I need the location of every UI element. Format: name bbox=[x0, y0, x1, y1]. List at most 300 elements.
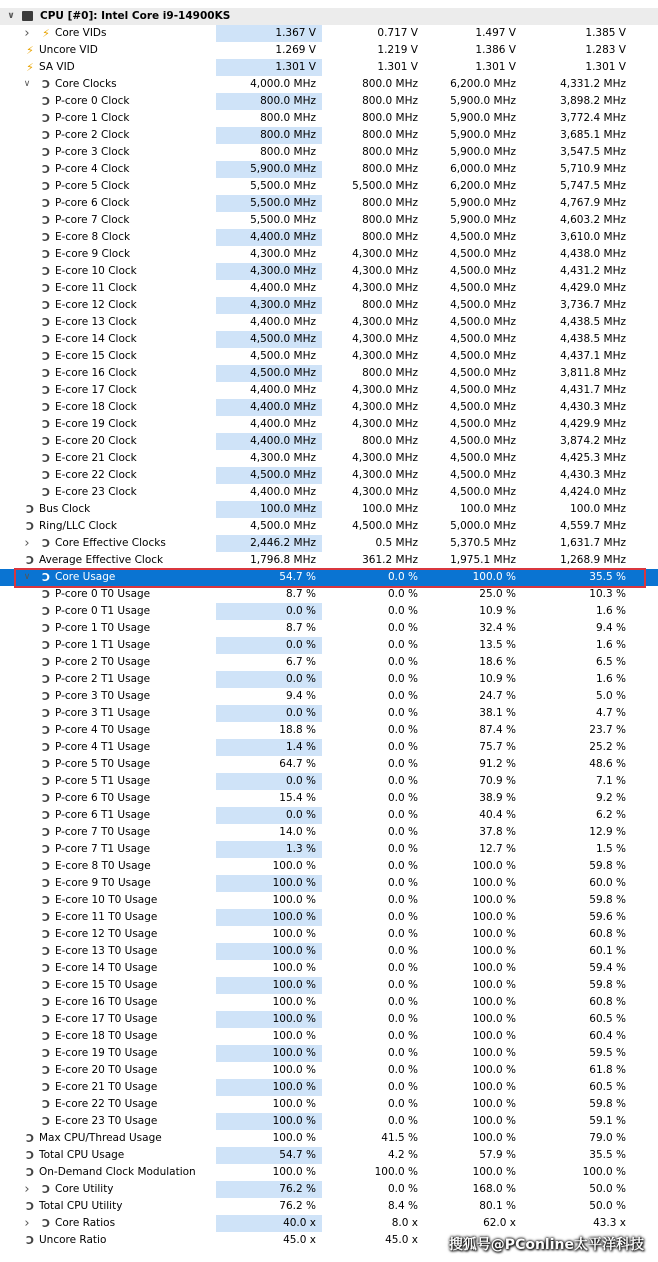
value-average: 1.385 V bbox=[585, 27, 626, 39]
value-average: 6.5 % bbox=[595, 656, 626, 668]
sensor-row-total-cpu-usage[interactable] bbox=[0, 1147, 658, 1164]
value-maximum: 6,200.0 MHz bbox=[450, 180, 516, 192]
value-current: 6.7 % bbox=[285, 656, 316, 668]
value-average: 60.5 % bbox=[589, 1013, 626, 1025]
sensor-row-e-core-21-clock[interactable] bbox=[0, 450, 658, 467]
sensor-name: E-core 12 T0 Usage bbox=[55, 928, 158, 940]
sensor-row-e-core-11-t0-usage[interactable] bbox=[0, 909, 658, 926]
clock-sensor-icon: Ɔ bbox=[41, 894, 51, 907]
sensor-row-p-core-0-t1-usage[interactable] bbox=[0, 603, 658, 620]
value-average: 4,431.2 MHz bbox=[560, 265, 626, 277]
value-current: 4,300.0 MHz bbox=[216, 263, 322, 280]
sensor-name: E-core 21 Clock bbox=[55, 452, 137, 464]
value-maximum: 100.0 % bbox=[472, 877, 516, 889]
value-average: 9.4 % bbox=[595, 622, 626, 634]
value-maximum: 100.0 % bbox=[472, 945, 516, 957]
value-current: 4,400.0 MHz bbox=[216, 433, 322, 450]
sensor-row-p-core-4-clock[interactable] bbox=[0, 161, 658, 178]
sensor-name: P-core 4 Clock bbox=[55, 163, 130, 175]
clock-sensor-icon: Ɔ bbox=[41, 979, 51, 992]
sensor-row-p-core-6-clock[interactable] bbox=[0, 195, 658, 212]
sensor-row-uncore-vid[interactable] bbox=[0, 42, 658, 59]
value-maximum: 100.0 % bbox=[472, 1030, 516, 1042]
clock-sensor-icon: Ɔ bbox=[41, 95, 51, 108]
sensor-row-e-core-13-clock[interactable] bbox=[0, 314, 658, 331]
sensor-row-e-core-8-t0-usage[interactable] bbox=[0, 858, 658, 875]
sensor-name: E-core 23 Clock bbox=[55, 486, 137, 498]
sensor-name: E-core 8 Clock bbox=[55, 231, 131, 243]
value-average: 60.4 % bbox=[589, 1030, 626, 1042]
value-maximum: 5,900.0 MHz bbox=[450, 95, 516, 107]
value-average: 4,438.0 MHz bbox=[560, 248, 626, 260]
sensor-group-title: CPU [#0]: Intel Core i9-14900KS bbox=[40, 10, 231, 22]
chevron-right-icon[interactable]: › bbox=[24, 1182, 30, 1197]
value-average: 100.0 % bbox=[582, 1166, 626, 1178]
value-current: 100.0 % bbox=[216, 1079, 322, 1096]
sensor-name: E-core 11 T0 Usage bbox=[55, 911, 158, 923]
sensor-row-p-core-3-clock[interactable] bbox=[0, 144, 658, 161]
value-minimum: 4,300.0 MHz bbox=[352, 248, 418, 260]
value-current: 0.0 % bbox=[216, 603, 322, 620]
sensor-row-p-core-6-t1-usage[interactable] bbox=[0, 807, 658, 824]
value-maximum: 1.301 V bbox=[475, 61, 516, 73]
value-current: 100.0 % bbox=[216, 875, 322, 892]
clock-sensor-icon: Ɔ bbox=[41, 1013, 51, 1026]
value-minimum: 0.0 % bbox=[387, 1013, 418, 1025]
value-average: 4,430.3 MHz bbox=[560, 401, 626, 413]
value-minimum: 8.4 % bbox=[387, 1200, 418, 1212]
sensor-row-p-core-2-clock[interactable] bbox=[0, 127, 658, 144]
clock-sensor-icon: Ɔ bbox=[41, 1098, 51, 1111]
value-average: 23.7 % bbox=[589, 724, 626, 736]
clock-sensor-icon: Ɔ bbox=[41, 180, 51, 193]
sensor-row-p-core-0-t0-usage[interactable] bbox=[0, 586, 658, 603]
value-minimum: 0.0 % bbox=[387, 1064, 418, 1076]
sensor-name: Average Effective Clock bbox=[39, 554, 164, 566]
clock-sensor-icon: Ɔ bbox=[41, 112, 51, 125]
value-average: 3,898.2 MHz bbox=[560, 95, 626, 107]
value-average: 3,547.5 MHz bbox=[560, 146, 626, 158]
sensor-name: P-core 2 T1 Usage bbox=[55, 673, 151, 685]
value-minimum: 4,300.0 MHz bbox=[352, 333, 418, 345]
value-maximum: 6,000.0 MHz bbox=[450, 163, 516, 175]
sensor-row-p-core-7-clock[interactable] bbox=[0, 212, 658, 229]
sensor-row-e-core-11-clock[interactable] bbox=[0, 280, 658, 297]
value-minimum: 800.0 MHz bbox=[362, 112, 418, 124]
value-average: 59.8 % bbox=[589, 894, 626, 906]
value-current: 1.367 V bbox=[216, 25, 322, 42]
sensor-name: P-core 5 Clock bbox=[55, 180, 130, 192]
sensor-name: E-core 20 Clock bbox=[55, 435, 137, 447]
sensor-name: P-core 4 T1 Usage bbox=[55, 741, 151, 753]
sensor-row-p-core-2-t1-usage[interactable] bbox=[0, 671, 658, 688]
value-minimum: 0.0 % bbox=[387, 673, 418, 685]
value-average: 4,331.2 MHz bbox=[560, 78, 626, 90]
sensor-name: P-core 0 T1 Usage bbox=[55, 605, 151, 617]
sensor-row-e-core-15-t0-usage[interactable] bbox=[0, 977, 658, 994]
sensor-row-total-cpu-utility[interactable] bbox=[0, 1198, 658, 1215]
sensor-row-e-core-14-t0-usage[interactable] bbox=[0, 960, 658, 977]
clock-sensor-icon: Ɔ bbox=[41, 248, 51, 261]
sensor-row-e-core-12-t0-usage[interactable] bbox=[0, 926, 658, 943]
value-average: 48.6 % bbox=[589, 758, 626, 770]
value-current: 4,500.0 MHz bbox=[250, 350, 316, 362]
value-maximum: 4,500.0 MHz bbox=[450, 452, 516, 464]
value-current: 100.0 % bbox=[216, 943, 322, 960]
sensor-row-p-core-5-t1-usage[interactable] bbox=[0, 773, 658, 790]
value-current: 100.0 % bbox=[272, 894, 316, 906]
clock-sensor-icon: Ɔ bbox=[41, 452, 51, 465]
value-maximum: 4,500.0 MHz bbox=[450, 333, 516, 345]
sensor-row-p-core-4-t0-usage[interactable] bbox=[0, 722, 658, 739]
sensor-name: SA VID bbox=[39, 61, 75, 73]
value-minimum: 8.0 x bbox=[391, 1217, 418, 1229]
sensor-name: Core Utility bbox=[55, 1183, 114, 1195]
value-maximum: 57.9 % bbox=[479, 1149, 516, 1161]
sensor-name: P-core 2 T0 Usage bbox=[55, 656, 151, 668]
value-maximum: 100.0 % bbox=[472, 1013, 516, 1025]
clock-sensor-icon: Ɔ bbox=[41, 911, 51, 924]
sensor-name: Ring/LLC Clock bbox=[39, 520, 117, 532]
sensor-name: Core Effective Clocks bbox=[55, 537, 166, 549]
sensor-row-e-core-19-t0-usage[interactable] bbox=[0, 1045, 658, 1062]
sensor-name: P-core 4 T0 Usage bbox=[55, 724, 151, 736]
value-minimum: 4,300.0 MHz bbox=[352, 384, 418, 396]
value-current: 800.0 MHz bbox=[216, 127, 322, 144]
value-current: 1.269 V bbox=[275, 44, 316, 56]
clock-sensor-icon: Ɔ bbox=[41, 843, 51, 856]
value-current: 2,446.2 MHz bbox=[216, 535, 322, 552]
sensor-row-p-core-2-t0-usage[interactable] bbox=[0, 654, 658, 671]
sensor-name: P-core 0 T0 Usage bbox=[55, 588, 151, 600]
value-minimum: 4,300.0 MHz bbox=[352, 350, 418, 362]
clock-sensor-icon: Ɔ bbox=[41, 1047, 51, 1060]
sensor-row-e-core-23-clock[interactable] bbox=[0, 484, 658, 501]
clock-sensor-icon: Ɔ bbox=[41, 690, 51, 703]
clock-sensor-icon: Ɔ bbox=[41, 401, 51, 414]
sensor-row-p-core-1-clock[interactable] bbox=[0, 110, 658, 127]
value-maximum: 25.0 % bbox=[479, 588, 516, 600]
value-maximum: 1,975.1 MHz bbox=[450, 554, 516, 566]
clock-sensor-icon: Ɔ bbox=[41, 367, 51, 380]
sensor-name: Bus Clock bbox=[39, 503, 91, 515]
sensor-row-e-core-18-clock[interactable] bbox=[0, 399, 658, 416]
sensor-name: P-core 6 T1 Usage bbox=[55, 809, 151, 821]
value-minimum: 1.219 V bbox=[377, 44, 418, 56]
value-minimum: 0.0 % bbox=[387, 962, 418, 974]
clock-sensor-icon: Ɔ bbox=[41, 537, 51, 550]
value-maximum: 4,500.0 MHz bbox=[450, 282, 516, 294]
value-current: 76.2 % bbox=[216, 1181, 322, 1198]
value-minimum: 1.301 V bbox=[377, 61, 418, 73]
value-current: 1.301 V bbox=[216, 59, 322, 76]
value-current: 100.0 % bbox=[216, 1011, 322, 1028]
sensor-row-core-clocks[interactable] bbox=[0, 76, 658, 93]
clock-sensor-icon: Ɔ bbox=[41, 129, 51, 142]
sensor-row-core-ratios[interactable] bbox=[0, 1215, 658, 1232]
clock-sensor-icon: Ɔ bbox=[41, 945, 51, 958]
sensor-row-p-core-3-t0-usage[interactable] bbox=[0, 688, 658, 705]
value-average: 100.0 MHz bbox=[570, 503, 626, 515]
sensor-row-e-core-23-t0-usage[interactable] bbox=[0, 1113, 658, 1130]
value-current: 100.0 % bbox=[272, 1166, 316, 1178]
sensor-row-p-core-3-t1-usage[interactable] bbox=[0, 705, 658, 722]
value-average: 4,767.9 MHz bbox=[560, 197, 626, 209]
value-minimum: 0.0 % bbox=[387, 741, 418, 753]
value-current: 4,300.0 MHz bbox=[216, 297, 322, 314]
value-minimum: 4,300.0 MHz bbox=[352, 282, 418, 294]
sensor-row-p-core-6-t0-usage[interactable] bbox=[0, 790, 658, 807]
sensor-row-e-core-16-t0-usage[interactable] bbox=[0, 994, 658, 1011]
value-minimum: 0.0 % bbox=[387, 775, 418, 787]
sensor-row-p-core-1-t1-usage[interactable] bbox=[0, 637, 658, 654]
sensor-name: E-core 13 T0 Usage bbox=[55, 945, 158, 957]
sensor-name: P-core 0 Clock bbox=[55, 95, 130, 107]
sensor-name: Total CPU Utility bbox=[39, 1200, 123, 1212]
sensor-row-e-core-22-t0-usage[interactable] bbox=[0, 1096, 658, 1113]
value-current: 4,400.0 MHz bbox=[216, 229, 322, 246]
sensor-name: E-core 22 T0 Usage bbox=[55, 1098, 158, 1110]
sensor-row-core-usage[interactable] bbox=[0, 569, 658, 586]
sensor-row-e-core-19-clock[interactable] bbox=[0, 416, 658, 433]
sensor-name: Total CPU Usage bbox=[39, 1149, 125, 1161]
sensor-row-e-core-22-clock[interactable] bbox=[0, 467, 658, 484]
value-minimum: 800.0 MHz bbox=[362, 129, 418, 141]
sensor-row-e-core-16-clock[interactable] bbox=[0, 365, 658, 382]
value-maximum: 5,370.5 MHz bbox=[450, 537, 516, 549]
sensor-name: E-core 23 T0 Usage bbox=[55, 1115, 158, 1127]
sensor-row-e-core-8-clock[interactable] bbox=[0, 229, 658, 246]
sensor-row-e-core-21-t0-usage[interactable] bbox=[0, 1079, 658, 1096]
value-maximum: 168.0 % bbox=[472, 1183, 516, 1195]
value-minimum: 800.0 MHz bbox=[362, 435, 418, 447]
sensor-row-e-core-14-clock[interactable] bbox=[0, 331, 658, 348]
value-average: 4,438.5 MHz bbox=[560, 333, 626, 345]
value-current: 0.0 % bbox=[216, 705, 322, 722]
clock-sensor-icon: Ɔ bbox=[41, 333, 51, 346]
clock-sensor-icon: Ɔ bbox=[41, 962, 51, 975]
value-average: 3,772.4 MHz bbox=[560, 112, 626, 124]
clock-sensor-icon: Ɔ bbox=[41, 214, 51, 227]
value-average: 35.5 % bbox=[589, 1149, 626, 1161]
sensor-row-e-core-9-clock[interactable] bbox=[0, 246, 658, 263]
value-minimum: 0.0 % bbox=[387, 945, 418, 957]
sensor-row-e-core-18-t0-usage[interactable] bbox=[0, 1028, 658, 1045]
value-average: 61.8 % bbox=[589, 1064, 626, 1076]
value-average: 9.2 % bbox=[595, 792, 626, 804]
sensor-row-e-core-17-clock[interactable] bbox=[0, 382, 658, 399]
chevron-right-icon[interactable]: › bbox=[24, 536, 30, 551]
value-maximum: 100.0 % bbox=[472, 996, 516, 1008]
value-current: 4,400.0 MHz bbox=[216, 399, 322, 416]
sensor-name: E-core 17 T0 Usage bbox=[55, 1013, 158, 1025]
value-minimum: 0.0 % bbox=[387, 622, 418, 634]
sensor-row-e-core-15-clock[interactable] bbox=[0, 348, 658, 365]
value-minimum: 800.0 MHz bbox=[362, 299, 418, 311]
sensor-name: P-core 3 T1 Usage bbox=[55, 707, 151, 719]
clock-sensor-icon: Ɔ bbox=[41, 146, 51, 159]
sensor-row-core-utility[interactable] bbox=[0, 1181, 658, 1198]
value-maximum: 100.0 % bbox=[472, 1081, 516, 1093]
value-maximum: 4,500.0 MHz bbox=[450, 265, 516, 277]
clock-sensor-icon: Ɔ bbox=[41, 299, 51, 312]
value-average: 4,437.1 MHz bbox=[560, 350, 626, 362]
value-average: 5.0 % bbox=[595, 690, 626, 702]
value-minimum: 800.0 MHz bbox=[362, 163, 418, 175]
sensor-row-on-demand-clock-modulation[interactable] bbox=[0, 1164, 658, 1181]
sensor-row-e-core-17-t0-usage[interactable] bbox=[0, 1011, 658, 1028]
value-current: 800.0 MHz bbox=[260, 112, 316, 124]
sensor-name: E-core 13 Clock bbox=[55, 316, 137, 328]
value-minimum: 4.2 % bbox=[387, 1149, 418, 1161]
value-minimum: 4,300.0 MHz bbox=[352, 265, 418, 277]
value-maximum: 4,500.0 MHz bbox=[450, 469, 516, 481]
value-maximum: 100.0 % bbox=[472, 860, 516, 872]
value-current: 5,500.0 MHz bbox=[250, 214, 316, 226]
value-minimum: 0.0 % bbox=[387, 605, 418, 617]
value-average: 1.6 % bbox=[595, 639, 626, 651]
sensor-row-ring-llc-clock[interactable] bbox=[0, 518, 658, 535]
chevron-down-icon[interactable]: ∨ bbox=[23, 572, 31, 582]
sensor-row-e-core-9-t0-usage[interactable] bbox=[0, 875, 658, 892]
voltage-bolt-icon: ⚡ bbox=[26, 44, 34, 57]
value-minimum: 0.0 % bbox=[387, 1115, 418, 1127]
clock-sensor-icon: Ɔ bbox=[41, 775, 51, 788]
value-maximum: 1.386 V bbox=[475, 44, 516, 56]
value-average: 79.0 % bbox=[589, 1132, 626, 1144]
value-average: 4,431.7 MHz bbox=[560, 384, 626, 396]
clock-sensor-icon: Ɔ bbox=[25, 503, 35, 516]
value-minimum: 0.0 % bbox=[387, 877, 418, 889]
sensor-row-e-core-20-clock[interactable] bbox=[0, 433, 658, 450]
value-current: 0.0 % bbox=[216, 637, 322, 654]
value-current: 800.0 MHz bbox=[260, 146, 316, 158]
sensor-row-p-core-7-t0-usage[interactable] bbox=[0, 824, 658, 841]
sensor-row-e-core-12-clock[interactable] bbox=[0, 297, 658, 314]
sensor-name: E-core 21 T0 Usage bbox=[55, 1081, 158, 1093]
sensor-name: E-core 9 Clock bbox=[55, 248, 131, 260]
sensor-row-p-core-5-clock[interactable] bbox=[0, 178, 658, 195]
sensor-name: Core Ratios bbox=[55, 1217, 116, 1229]
value-maximum: 5,900.0 MHz bbox=[450, 214, 516, 226]
value-maximum: 37.8 % bbox=[479, 826, 516, 838]
value-minimum: 4,300.0 MHz bbox=[352, 316, 418, 328]
sensor-name: Uncore VID bbox=[39, 44, 98, 56]
sensor-name: E-core 15 Clock bbox=[55, 350, 137, 362]
chevron-down-icon[interactable]: ∨ bbox=[23, 79, 31, 89]
sensor-row-p-core-1-t0-usage[interactable] bbox=[0, 620, 658, 637]
value-current: 100.0 % bbox=[216, 977, 322, 994]
chevron-right-icon[interactable]: › bbox=[24, 1216, 30, 1231]
sensor-row-p-core-4-t1-usage[interactable] bbox=[0, 739, 658, 756]
value-minimum: 4,300.0 MHz bbox=[352, 486, 418, 498]
sensor-name: E-core 12 Clock bbox=[55, 299, 137, 311]
clock-sensor-icon: Ɔ bbox=[25, 554, 35, 567]
value-maximum: 70.9 % bbox=[479, 775, 516, 787]
sensor-name: P-core 3 Clock bbox=[55, 146, 130, 158]
value-minimum: 0.0 % bbox=[387, 707, 418, 719]
value-minimum: 0.0 % bbox=[387, 996, 418, 1008]
clock-sensor-icon: Ɔ bbox=[41, 571, 51, 584]
value-maximum: 12.7 % bbox=[479, 843, 516, 855]
sensor-name: P-core 3 T0 Usage bbox=[55, 690, 151, 702]
value-average: 59.1 % bbox=[589, 1115, 626, 1127]
sensor-row-e-core-20-t0-usage[interactable] bbox=[0, 1062, 658, 1079]
clock-sensor-icon: Ɔ bbox=[41, 588, 51, 601]
value-average: 1.283 V bbox=[585, 44, 626, 56]
value-maximum: 75.7 % bbox=[479, 741, 516, 753]
clock-sensor-icon: Ɔ bbox=[25, 1149, 35, 1162]
value-average: 50.0 % bbox=[589, 1200, 626, 1212]
sensor-name: E-core 18 T0 Usage bbox=[55, 1030, 158, 1042]
sensor-row-sa-vid[interactable] bbox=[0, 59, 658, 76]
sensor-row-p-core-0-clock[interactable] bbox=[0, 93, 658, 110]
sensor-row-e-core-10-t0-usage[interactable] bbox=[0, 892, 658, 909]
value-current: 100.0 % bbox=[272, 996, 316, 1008]
value-current: 64.7 % bbox=[279, 758, 316, 770]
sensor-row-e-core-13-t0-usage[interactable] bbox=[0, 943, 658, 960]
sensor-row-p-core-7-t1-usage[interactable] bbox=[0, 841, 658, 858]
sensor-row-core-vids[interactable] bbox=[0, 25, 658, 42]
value-current: 40.0 x bbox=[216, 1215, 322, 1232]
clock-sensor-icon: Ɔ bbox=[41, 469, 51, 482]
value-maximum: 5,900.0 MHz bbox=[450, 197, 516, 209]
clock-sensor-icon: Ɔ bbox=[41, 282, 51, 295]
value-minimum: 800.0 MHz bbox=[362, 78, 418, 90]
value-average: 4,429.9 MHz bbox=[560, 418, 626, 430]
value-maximum: 100.0 % bbox=[472, 571, 516, 583]
value-average: 59.4 % bbox=[589, 962, 626, 974]
value-current: 100.0 % bbox=[216, 1045, 322, 1062]
value-average: 4.7 % bbox=[595, 707, 626, 719]
chevron-down-icon[interactable]: ∨ bbox=[7, 11, 15, 21]
value-maximum: 80.1 % bbox=[479, 1200, 516, 1212]
sensor-name: P-core 5 T0 Usage bbox=[55, 758, 151, 770]
clock-sensor-icon: Ɔ bbox=[41, 724, 51, 737]
sensor-row-p-core-5-t0-usage[interactable] bbox=[0, 756, 658, 773]
value-maximum: 4,500.0 MHz bbox=[450, 231, 516, 243]
value-maximum: 4,500.0 MHz bbox=[450, 350, 516, 362]
value-minimum: 45.0 x bbox=[385, 1234, 418, 1246]
sensor-row-max-cpu-thread-usage[interactable] bbox=[0, 1130, 658, 1147]
value-current: 4,000.0 MHz bbox=[250, 78, 316, 90]
sensor-name: Max CPU/Thread Usage bbox=[39, 1132, 162, 1144]
value-minimum: 0.0 % bbox=[387, 690, 418, 702]
value-minimum: 4,500.0 MHz bbox=[352, 520, 418, 532]
value-average: 59.8 % bbox=[589, 860, 626, 872]
sensor-table bbox=[0, 8, 658, 1249]
sensor-row-average-effective-clock[interactable] bbox=[0, 552, 658, 569]
value-minimum: 100.0 % bbox=[374, 1166, 418, 1178]
value-current: 4,500.0 MHz bbox=[216, 365, 322, 382]
value-current: 800.0 MHz bbox=[216, 93, 322, 110]
value-average: 5,747.5 MHz bbox=[560, 180, 626, 192]
value-average: 60.0 % bbox=[589, 877, 626, 889]
sensor-row-core-effective-clocks[interactable] bbox=[0, 535, 658, 552]
sensor-row-bus-clock[interactable] bbox=[0, 501, 658, 518]
value-minimum: 4,300.0 MHz bbox=[352, 418, 418, 430]
chevron-right-icon[interactable]: › bbox=[24, 26, 30, 41]
value-current: 100.0 % bbox=[272, 1098, 316, 1110]
value-average: 1,268.9 MHz bbox=[560, 554, 626, 566]
value-maximum: 5,900.0 MHz bbox=[450, 112, 516, 124]
value-average: 3,610.0 MHz bbox=[560, 231, 626, 243]
sensor-name: E-core 14 T0 Usage bbox=[55, 962, 158, 974]
sensor-group-header[interactable] bbox=[0, 8, 658, 25]
value-maximum: 100.0 % bbox=[472, 1166, 516, 1178]
value-minimum: 0.0 % bbox=[387, 843, 418, 855]
sensor-row-e-core-10-clock[interactable] bbox=[0, 263, 658, 280]
